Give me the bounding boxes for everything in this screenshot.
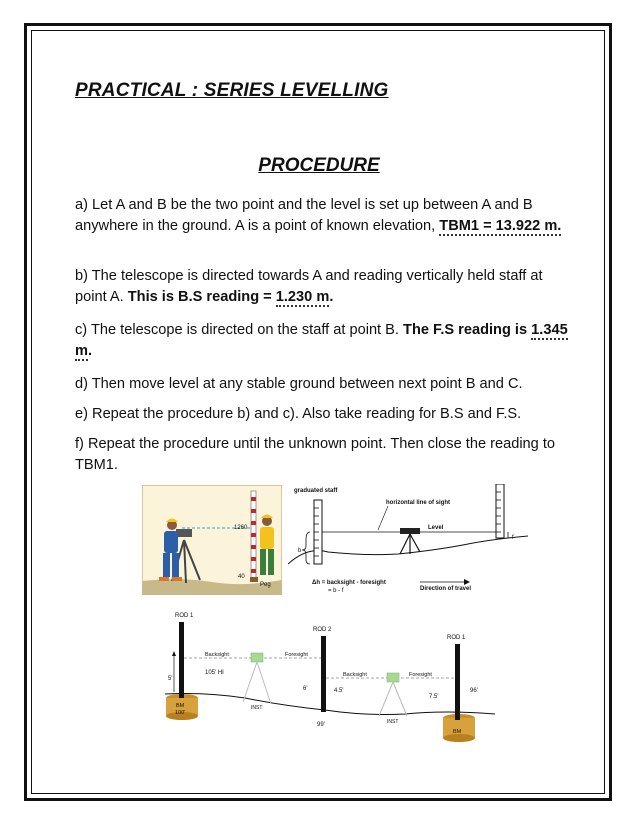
staff-reading-top: 1260 <box>234 525 248 531</box>
ninety-nine-ft-label: 99' <box>317 722 325 728</box>
horizontal-line-label: horizontal line of sight <box>386 500 450 506</box>
rod-1-left-label: ROD 1 <box>175 613 194 619</box>
foresight-1-label: Foresight <box>285 652 308 658</box>
formula-line-1: Δh = backsight - foresight <box>312 580 386 586</box>
step-b-value: 1.230 m <box>275 289 330 305</box>
peg-label: Peg <box>260 582 271 588</box>
hi-label: 105' HI <box>205 670 224 676</box>
staff-reading-bottom: 40 <box>238 574 245 580</box>
rod-1-left-icon <box>179 622 184 698</box>
figure-series-levelling <box>165 606 495 746</box>
step-a-tbm: TBM1 = 13.922 m. <box>439 218 562 234</box>
formula-line-2: = b - f <box>328 588 344 594</box>
backsight-2-label: Backsight <box>343 672 367 678</box>
five-ft-label: 5' <box>168 676 173 682</box>
step-f: f) Repeat the procedure until the unknown point. Then close the reading to TBM1. <box>75 436 556 473</box>
four-five-ft-label: 4.5' <box>334 688 344 694</box>
level-instrument-icon <box>400 528 420 554</box>
step-c: c) The telescope is directed on the staff at point B. The F.S reading is 1.345 m. <box>75 322 568 359</box>
six-ft-label: 6' <box>303 686 308 692</box>
figure-surveyors-photo <box>142 485 282 595</box>
bm-right-label: BM <box>453 729 462 735</box>
bm-left-elev: 100' <box>175 710 186 716</box>
backsight-1-label: Backsight <box>205 652 229 658</box>
figure-level-schematic <box>288 484 528 599</box>
procedure-heading: PROCEDURE <box>258 155 380 176</box>
step-b: b) The telescope is directed towards A and reading vertically held staff at point A. This is B.S reading = 1.230 m. <box>75 268 543 305</box>
b-label: b <box>298 548 302 554</box>
inst-1-label: INST <box>251 705 263 711</box>
instrument-1-icon <box>243 653 271 704</box>
step-d: d) Then move level at any stable ground between next point B and C. <box>75 376 523 392</box>
graduated-staff-label: graduated staff <box>294 488 338 494</box>
foresight-2-label: Foresight <box>409 672 432 678</box>
level-label: Level <box>428 525 444 531</box>
seven-five-ft-label: 7.5' <box>429 694 439 700</box>
arrow-right-icon <box>464 579 470 585</box>
inst-2-label: INST <box>387 719 399 725</box>
rod-1-right-label: ROD 1 <box>447 635 466 641</box>
ninety-six-ft-label: 96' <box>470 688 478 694</box>
bm-left-label: BM <box>176 703 185 709</box>
practical-title: PRACTICAL : SERIES LEVELLING <box>75 80 389 101</box>
step-a: a) Let A and B be the two point and the level is set up between A and B anywhere in the ground. A is a point of known elevation, TBM1 = 13.922 m. <box>75 197 562 234</box>
f-label: f <box>512 535 514 541</box>
direction-label: Direction of travel <box>420 586 472 592</box>
step-e: e) Repeat the procedure b) and c). Also take reading for B.S and F.S. <box>75 406 522 422</box>
rod-2-label: ROD 2 <box>313 627 332 633</box>
instrument-2-icon <box>379 673 407 716</box>
rod-1-right-icon <box>455 644 460 720</box>
step-c-value: 1.345 m <box>75 322 568 359</box>
rod-2-icon <box>321 636 326 712</box>
